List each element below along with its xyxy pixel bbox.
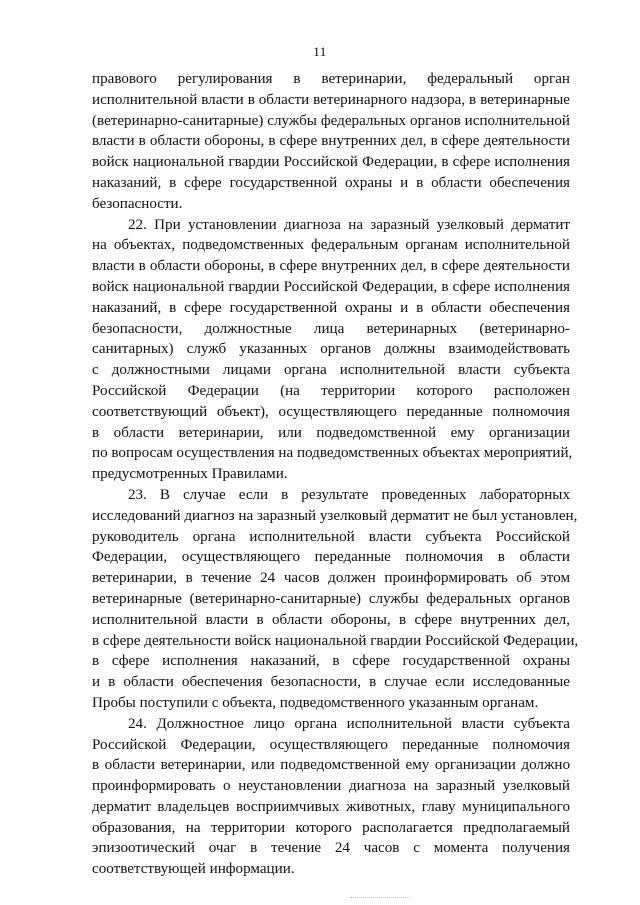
- text-line: в области ветеринарии, или подведомственной ему организации должно: [92, 757, 570, 774]
- text-line: власти в области обороны, в сфере внутренних дел, в сфере деятельности: [92, 133, 570, 150]
- text-line: с должностными лицами органа исполнительной власти субъекта: [92, 362, 570, 379]
- text-line: дерматит владельцев восприимчивых животных, главу муниципального: [92, 798, 570, 815]
- text-line: 24. Должностное лицо органа исполнительной власти субъекта: [128, 715, 570, 732]
- paragraph-item-24: [92, 714, 570, 880]
- text-line: наказаний, в сфере государственной охраны и в области обеспечения: [92, 174, 570, 191]
- text-line: проинформировать о неустановлении диагноза на заразный узелковый: [92, 778, 570, 795]
- text-line: предусмотренных Правилами.: [92, 466, 288, 483]
- text-line: исполнительной власти в области обороны, в сфере внутренних дел,: [92, 611, 570, 628]
- text-line: безопасности.: [92, 195, 183, 212]
- document-body: [92, 69, 579, 880]
- text-line: руководитель органа исполнительной власти субъекта Российской: [92, 528, 570, 545]
- text-line: исследований диагноз на заразный узелковый дерматит не был установлен,: [92, 507, 578, 524]
- text-line: ветеринарии, в течение 24 часов должен проинформировать об этом: [92, 570, 570, 587]
- text-line: образования, на территории которого располагается предполагаемый: [92, 819, 570, 836]
- text-line: в сфере исполнения наказаний, в сфере государственной охраны: [92, 653, 570, 670]
- text-line: на объектах, подведомственных федеральным органам исполнительной: [92, 237, 570, 254]
- text-line: власти в области обороны, в сфере внутренних дел, в сфере деятельности: [92, 258, 570, 275]
- text-line: в сфере деятельности войск национальной гвардии Российской Федерации,: [92, 632, 579, 649]
- text-line: Пробы поступили с объекта, подведомственного указанным органам.: [92, 694, 539, 711]
- text-line: соответствующий объект), осуществляющего переданные полномочия: [92, 403, 570, 420]
- text-line: исполнительной власти в области ветеринарного надзора, в ветеринарные: [92, 91, 570, 108]
- paragraph-item-22: [92, 215, 573, 485]
- text-line: Российской Федерации (на территории которого расположен: [92, 382, 570, 399]
- text-line: санитарных) служб указанных органов должны взаимодействовать: [92, 341, 570, 358]
- text-line: и в области обеспечения безопасности, в случае если исследованные: [92, 674, 570, 691]
- scan-artifact-line: [350, 897, 410, 900]
- text-line: безопасности, должностные лица ветеринарных (ветеринарно-: [92, 320, 570, 337]
- text-line: войск национальной гвардии Российской Федерации, в сфере исполнения: [92, 278, 570, 295]
- text-line: соответствующей информации.: [92, 861, 295, 878]
- text-line: 22. При установлении диагноза на заразный узелковый дерматит: [128, 216, 570, 233]
- page-number: 11: [313, 44, 327, 59]
- paragraph-continuation: [92, 69, 570, 215]
- text-line: правового регулирования в ветеринарии, федеральный орган: [92, 71, 570, 87]
- text-line: эпизоотический очаг в течение 24 часов с момента получения: [92, 840, 570, 857]
- text-line: (ветеринарно-санитарные) службы федеральных органов исполнительной: [92, 112, 570, 129]
- text-line: войск национальной гвардии Российской Федерации, в сфере исполнения: [92, 154, 570, 171]
- text-line: в области ветеринарии, или подведомственной ему организации: [92, 424, 570, 441]
- text-line: Федерации, осуществляющего переданные полномочия в области: [92, 549, 570, 566]
- text-line: 23. В случае если в результате проведенных лабораторных: [128, 486, 570, 503]
- text-line: ветеринарные (ветеринарно-санитарные) службы федеральных органов: [92, 590, 570, 607]
- text-line: наказаний, в сфере государственной охраны и в области обеспечения: [92, 299, 570, 316]
- text-line: по вопросам осуществления на подведомственных объектах мероприятий,: [92, 445, 573, 462]
- paragraph-item-23: [92, 485, 579, 714]
- text-line: Российской Федерации, осуществляющего переданные полномочия: [92, 736, 570, 753]
